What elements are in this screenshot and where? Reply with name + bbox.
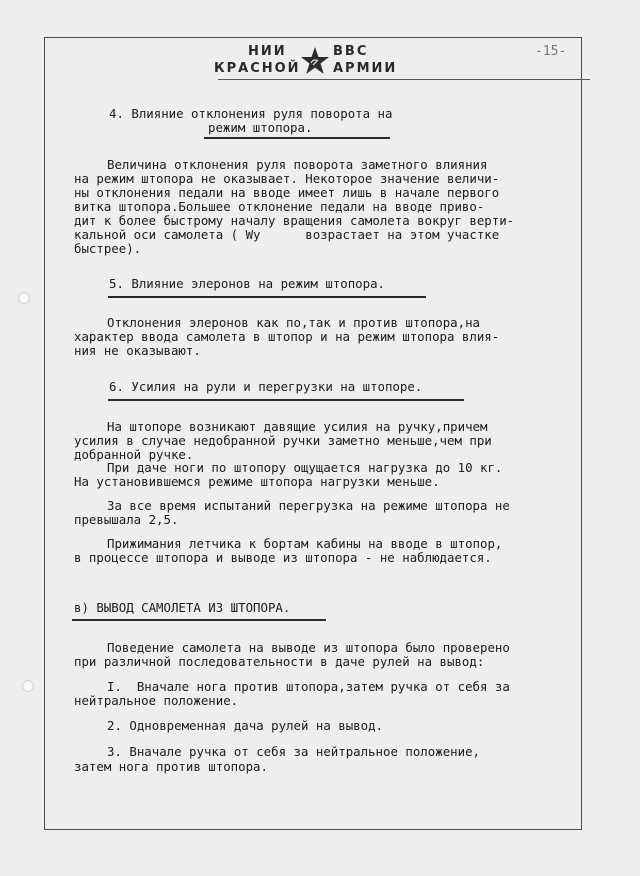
section-v-heading: в) ВЫВОД САМОЛЕТА ИЗ ШТОПОРА. — [74, 600, 291, 615]
s6-p1-line: На штопоре возникают давящие усилия на ручку,причем — [107, 419, 488, 434]
s6-p4-line: в процессе штопора и выводе из штопора - не наблюдается. — [74, 550, 492, 565]
sv-item-1-line: I. Вначале нога против штопора,затем ручка от себя за — [107, 679, 510, 694]
sv-item-2: 2. Одновременная дача рулей на вывод. — [107, 718, 384, 733]
section-4-heading-line-2: режим штопора. — [208, 120, 313, 135]
s6-p3-line: превышала 2,5. — [74, 512, 179, 527]
s4-p1-line: на режим штопора не оказывает. Некоторое значение величи- — [74, 171, 500, 186]
s6-p4-line: Прижимания летчика к бортам кабины на вводе в штопор, — [107, 536, 503, 551]
header-org-krasnoy: КРАСНОЙ — [214, 61, 301, 76]
s5-p1-line: характер ввода самолета в штопор и на режим штопора влия- — [74, 329, 500, 344]
s4-p1-line: дит к более быстрому началу вращения самолета вокруг верти- — [74, 213, 515, 228]
sv-item-3-line: 3. Вначале ручка от себя за нейтральное положение, — [107, 744, 480, 759]
s6-p1-line: добранной ручке. — [74, 447, 194, 462]
section-v-underline — [72, 619, 326, 621]
s4-p1-line: быстрее). — [74, 241, 142, 256]
s5-p1-line: Отклонения элеронов как по,так и против штопора,на — [107, 315, 480, 330]
section-4-heading-line-1: 4. Влияние отклонения руля поворота на — [109, 106, 393, 121]
header-org-armii: АРМИИ — [333, 61, 398, 76]
header-org-nii: НИИ — [248, 44, 287, 59]
header-org-vvs: ВВС — [333, 44, 369, 59]
sv-item-1-line: нейтральное положение. — [74, 693, 239, 708]
page-number: -15- — [535, 44, 567, 59]
section-5-heading: 5. Влияние элеронов на режим штопора. — [109, 276, 386, 291]
binder-hole-1 — [18, 292, 30, 304]
s4-p1-line: Величина отклонения руля поворота заметного влияния — [107, 157, 488, 172]
binder-hole-2 — [22, 680, 34, 692]
s4-p1-line: витка штопора.Большее отклонение педали на вводе приво- — [74, 199, 485, 214]
section-4-underline — [204, 137, 390, 139]
s6-p2-line: На установившемся режиме штопора нагрузки меньше. — [74, 474, 440, 489]
s5-p1-line: ния не оказывают. — [74, 343, 201, 358]
section-5-underline — [108, 296, 426, 298]
s4-p1-line: кальной оси самолета ( Wy возрастает на этом участке — [74, 227, 500, 242]
sv-p1-line: Поведение самолета на выводе из штопора было проверено — [107, 640, 510, 655]
s6-p2-line: При даче ноги по штопору ощущается нагрузка до 10 кг. — [107, 460, 503, 475]
s4-p1-line: ны отклонения педали на вводе имеет лишь в начале первого — [74, 185, 500, 200]
s6-p1-line: усилия в случае недобранной ручки заметно меньше,чем при — [74, 433, 492, 448]
sv-item-3-line: затем нога против штопора. — [74, 759, 268, 774]
s6-p3-line: За все время испытаний перегрузка на режиме штопора не — [107, 498, 510, 513]
sv-p1-line: при различной последовательности в даче рулей на вывод: — [74, 654, 485, 669]
header-rule — [218, 79, 590, 80]
section-6-underline — [108, 399, 464, 401]
red-star-emblem-icon — [300, 46, 330, 76]
section-6-heading: 6. Усилия на рули и перегрузки на штопоре. — [109, 379, 423, 394]
